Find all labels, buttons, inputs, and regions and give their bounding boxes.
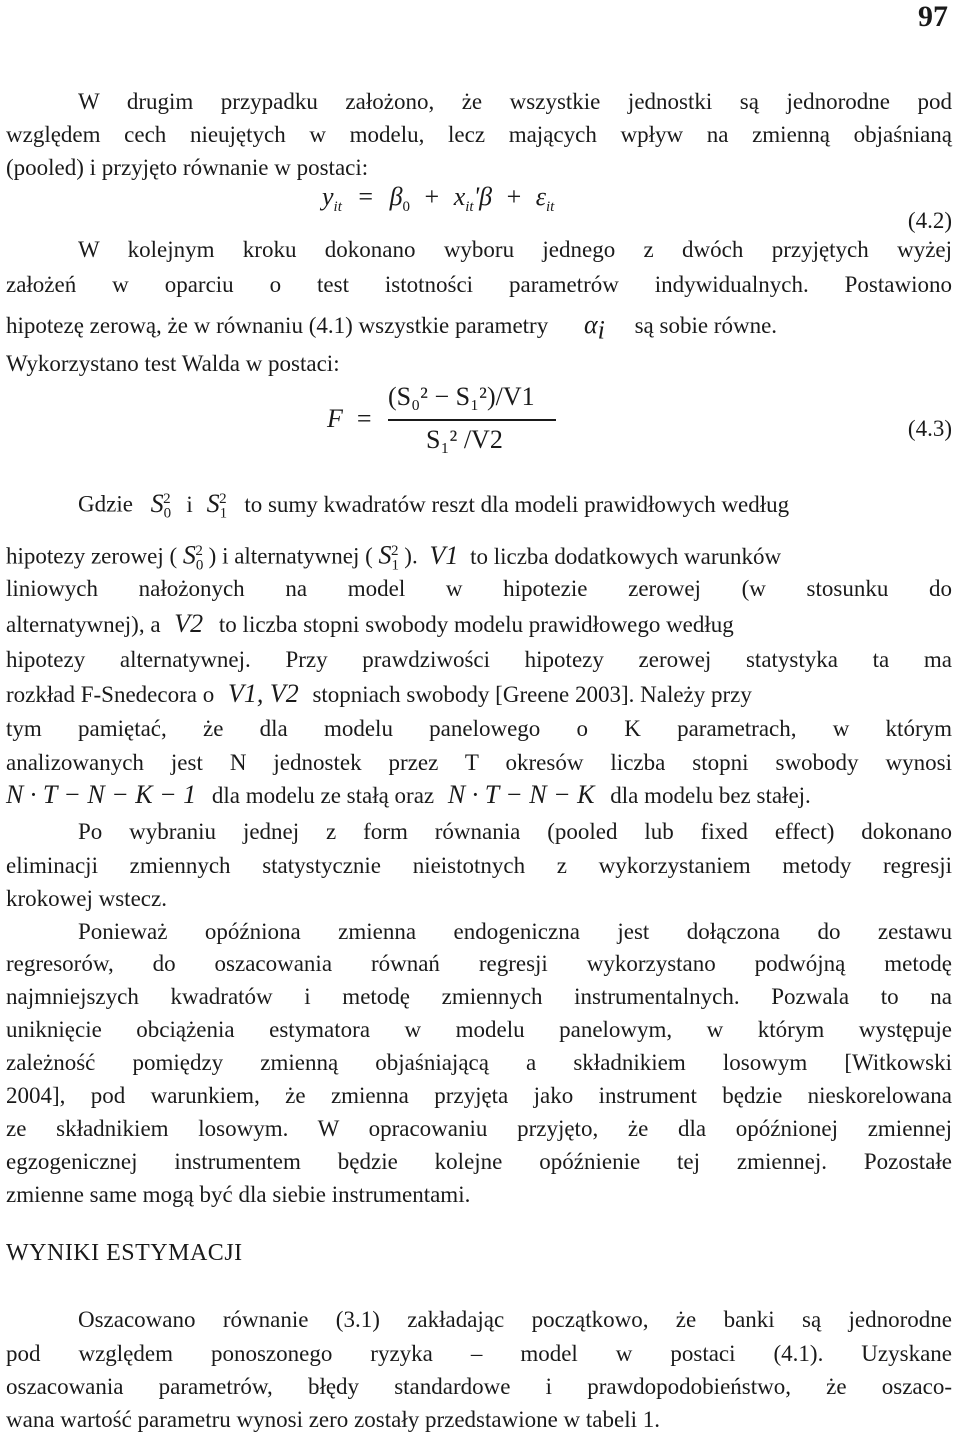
paragraph-line: zmienne same mogą być dla siebie instrumentami. xyxy=(6,1182,471,1207)
paragraph-line: N · T − N − K − 1 dla modelu ze stałą oraz N · T − N − K dla modelu bez stałej. xyxy=(6,780,811,809)
paragraph-line: hipotezy alternatywnej. Przy prawdziwości hipotezy zerowej statystyka ta ma xyxy=(6,647,952,672)
equation-4-3-numerator: (S₀² − S₁²)/V1 xyxy=(388,382,535,411)
paragraph-line: pod względem ponoszonego ryzyka – model w postaci (4.1). Uzyskane xyxy=(6,1341,952,1366)
equation-4-2: $y_{it} = \beta_0 + x_{it}'\beta + \varepsilon_{it}$ xyxy=(322,182,555,216)
paragraph-line: W drugim przypadku założono, że wszystkie jednostki są jednorodne pod xyxy=(78,89,952,114)
paragraph-line: Gdzie $S_0^2$ i $S_1^2$ to sumy kwadratów reszt dla modeli prawidłowych według xyxy=(78,488,790,522)
paragraph-line: analizowanych jest N jednostek przez T okresów liczba stopni swobody wynosi xyxy=(6,750,952,775)
paragraph-line: wana wartość parametru wynosi zero zostały przedstawione w tabeli 1. xyxy=(6,1407,660,1432)
paragraph-line: egzogenicznej instrumentem będzie kolejne opóźnienie tej zmiennej. Pozostałe xyxy=(6,1149,952,1174)
page-number: 97 xyxy=(918,0,948,33)
equation-number: (4.2) xyxy=(907,208,952,233)
paragraph-line: W kolejnym kroku dokonano wyboru jednego z dwóch przyjętych wyżej xyxy=(78,237,952,262)
paragraph-line: zależność pomiędzy zmienną objaśniającą a składnikiem losowym [Witkowski xyxy=(6,1050,952,1075)
paragraph-line: (pooled) i przyjęto równanie w postaci: xyxy=(6,155,369,180)
paragraph-line: najmniejszych kwadratów i metodę zmiennych instrumentalnych. Pozwala to na xyxy=(6,984,952,1009)
paragraph-line: krokowej wstecz. xyxy=(6,886,167,911)
fraction-bar xyxy=(388,419,556,421)
paragraph-line: Oszacowano równanie (3.1) zakładając początkowo, że banki są jednorodne xyxy=(78,1307,952,1332)
paragraph-line: Wykorzystano test Walda w postaci: xyxy=(6,351,340,376)
paragraph-line: oszacowania parametrów, błędy standardowe i prawdopodobieństwo, że oszaco- xyxy=(6,1374,952,1399)
section-heading: WYNIKI ESTYMACJI xyxy=(6,1240,243,1266)
paragraph-line: alternatywnej), a V2 to liczba stopni swobody modelu prawidłowego według xyxy=(6,609,734,638)
paragraph-line: uniknięcie obciążenia estymatora w modelu panelowym, w którym występuje xyxy=(6,1017,952,1042)
paragraph-line: tym pamiętać, że dla modelu panelowego o K parametrach, w którym xyxy=(6,716,952,741)
paragraph-line: hipotezy zerowej ( $S_0^2$ ) i alternatywnej ( $S_1^2$ ). V1 to liczba dodatkowych warunków xyxy=(6,540,782,574)
equation-number: (4.3) xyxy=(907,416,952,441)
paragraph-line: względem cech nieujętych w modelu, lecz mających wpływ na zmienną objaśnianą xyxy=(6,122,952,147)
paragraph-line: Ponieważ opóźniona zmienna endogeniczna jest dołączona do zestawu xyxy=(78,919,952,944)
equation-4-3-denominator: S₁² /V2 xyxy=(426,425,503,454)
paragraph-line: założeń w oparciu o test istotności parametrów indywidualnych. Postawiono xyxy=(6,272,952,297)
paragraph-line: eliminacji zmiennych statystycznie nieistotnych z wykorzystaniem metody regresji xyxy=(6,853,952,878)
paragraph-line: liniowych nałożonych na model w hipotezie zerowej (w stosunku do xyxy=(6,576,952,601)
paragraph-line: Po wybraniu jednej z form równania (pooled lub fixed effect) dokonano xyxy=(78,819,952,844)
paragraph-line: regresorów, do oszacowania równań regresji wykorzystano podwójną metodę xyxy=(6,951,952,976)
paragraph-line: ze składnikiem losowym. W opracowaniu przyjęto, że dla opóźnionej zmiennej xyxy=(6,1116,952,1141)
paragraph-line: 2004], pod warunkiem, że zmienna przyjęta jako instrument będzie nieskorelowana xyxy=(6,1083,952,1108)
paragraph-line: hipotezę zerową, że w równaniu (4.1) wszystkie parametry $\alpha_i$ są sobie równe. xyxy=(6,310,778,345)
equation-4-3-lhs: F = xyxy=(327,404,372,433)
paragraph-line: rozkład F-Snedecora o V1, V2 stopniach swobody [Greene 2003]. Należy przy xyxy=(6,679,752,708)
